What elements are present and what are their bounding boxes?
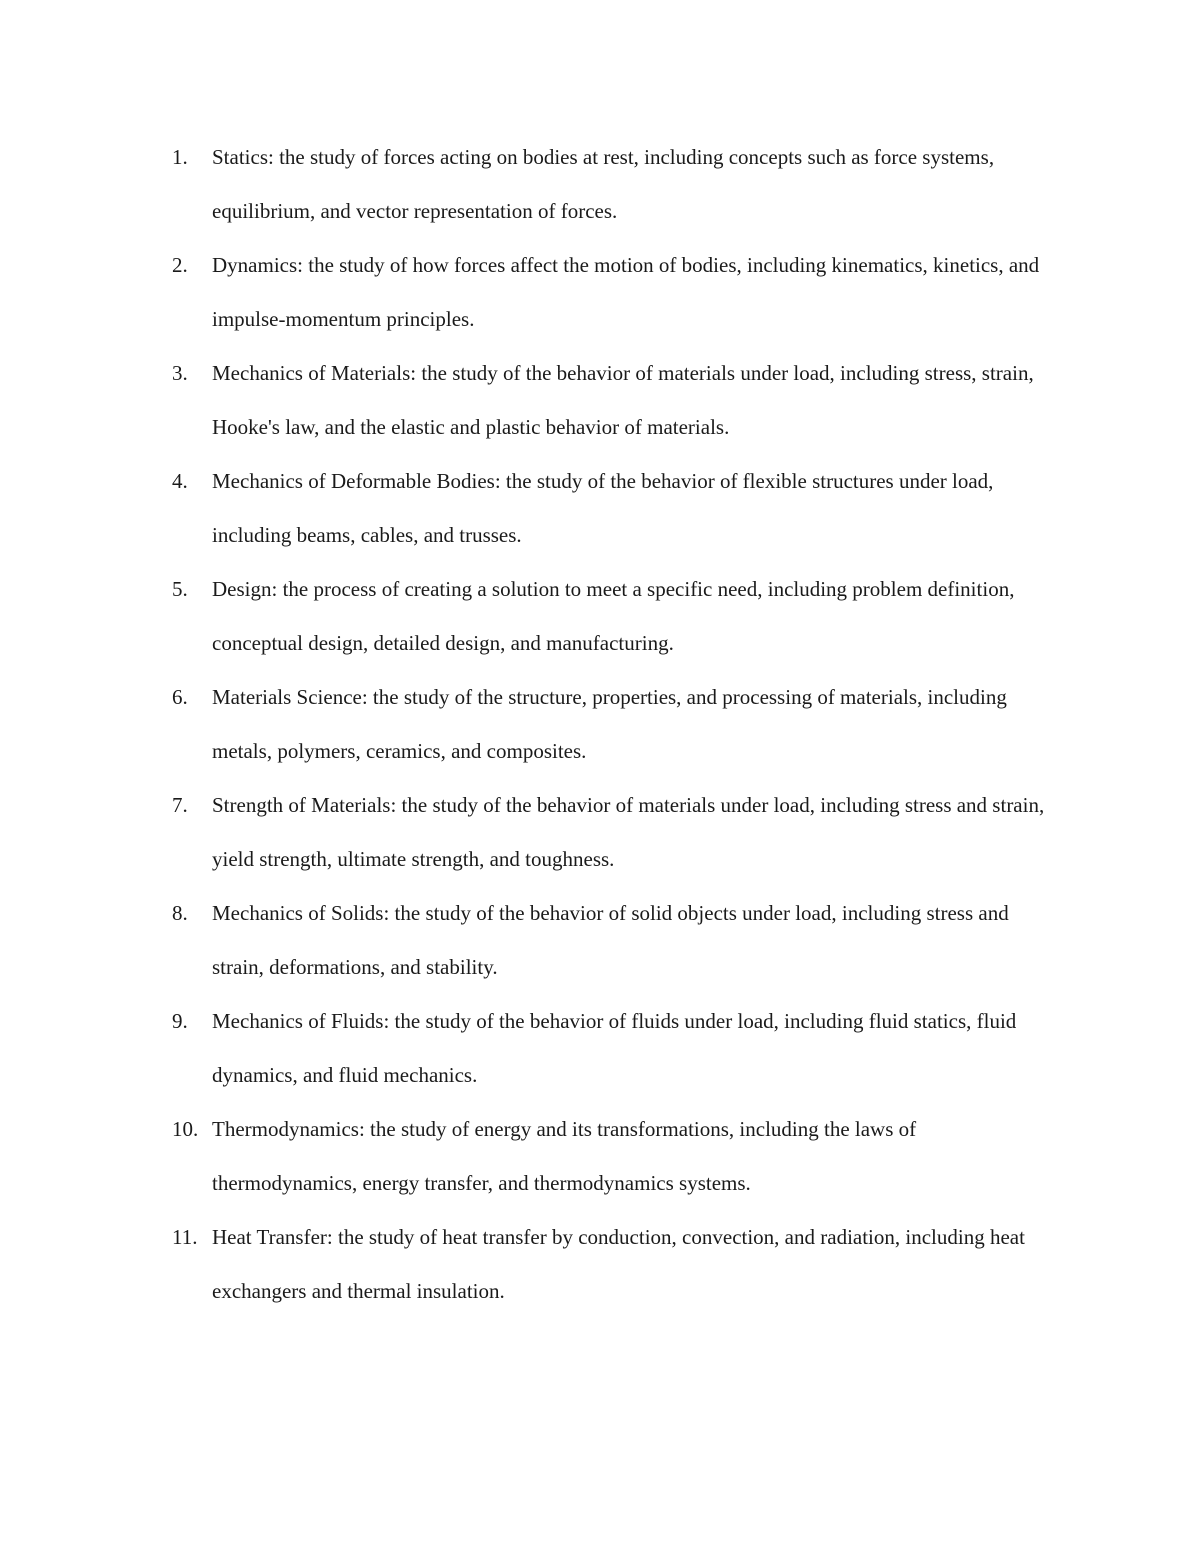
list-item-text: Materials Science: the study of the structure, properties, and processing of materials, including metals, polymers, ceramics, and composites.: [212, 685, 1007, 763]
list-item: [172, 1210, 1052, 1318]
list-item-number: 4.: [172, 469, 188, 493]
list-item: [172, 778, 1052, 886]
list-item-number: 3.: [172, 361, 188, 385]
list-item: [172, 1102, 1052, 1210]
list-item-text: Mechanics of Deformable Bodies: the study of the behavior of flexible structures under load, including beams, cables, and trusses.: [212, 469, 994, 547]
list-item-number: 1.: [172, 145, 188, 169]
list-item: [172, 994, 1052, 1102]
list-item-number: 5.: [172, 577, 188, 601]
list-item-text: Statics: the study of forces acting on bodies at rest, including concepts such as force systems, equilibrium, and vector representation of forces.: [212, 145, 995, 223]
list-item-text: Dynamics: the study of how forces affect the motion of bodies, including kinematics, kinetics, and impulse-momentum principles.: [212, 253, 1040, 331]
list-item: [172, 886, 1052, 994]
list-item-text: Mechanics of Solids: the study of the behavior of solid objects under load, including stress and strain, deformations, and stability.: [212, 901, 1009, 979]
list-item-text: Heat Transfer: the study of heat transfer by conduction, convection, and radiation, including heat exchangers and thermal insulation.: [212, 1225, 1025, 1303]
list-item: [172, 130, 1052, 238]
list-item: [172, 562, 1052, 670]
list-item-number: 6.: [172, 685, 188, 709]
list-item-text: Thermodynamics: the study of energy and its transformations, including the laws of thermodynamics, energy transfer, and thermodynamics systems.: [212, 1117, 917, 1195]
list-item-number: 10.: [172, 1117, 199, 1141]
list-item-text: Mechanics of Materials: the study of the behavior of materials under load, including stress, strain, Hooke's law, and the elastic and plastic behavior of materials.: [212, 361, 1034, 439]
list-item: [172, 670, 1052, 778]
list-item-number: 2.: [172, 253, 188, 277]
list-item-number: 11.: [172, 1225, 198, 1249]
list-item: [172, 346, 1052, 454]
list-item-text: Design: the process of creating a solution to meet a specific need, including problem definition, conceptual design, detailed design, and manufacturing.: [212, 577, 1015, 655]
list-item-number: 7.: [172, 793, 188, 817]
list-item-text: Mechanics of Fluids: the study of the behavior of fluids under load, including fluid statics, fluid dynamics, and fluid mechanics.: [212, 1009, 1017, 1087]
list-item-number: 8.: [172, 901, 188, 925]
list-item-text: Strength of Materials: the study of the behavior of materials under load, including stress and strain, yield strength, ultimate strength, and toughness.: [212, 793, 1045, 871]
list-item: [172, 238, 1052, 346]
list-item: [172, 454, 1052, 562]
numbered-list: [172, 130, 1052, 1318]
list-item-number: 9.: [172, 1009, 188, 1033]
